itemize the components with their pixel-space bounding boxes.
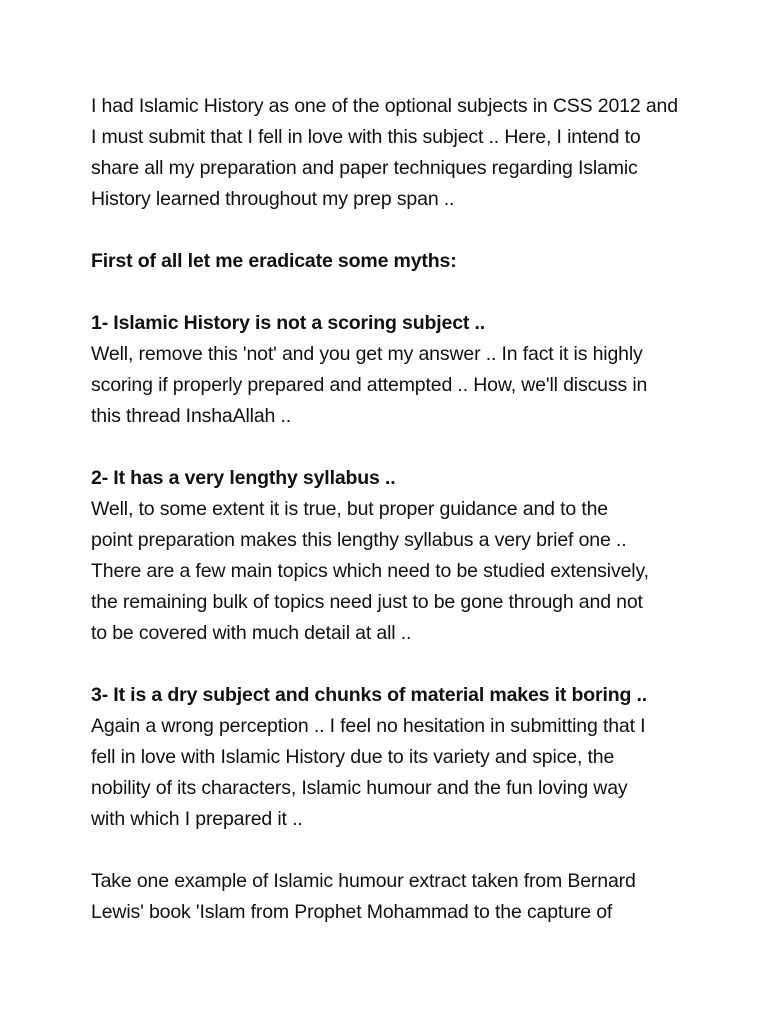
text-line: Lewis' book 'Islam from Prophet Mohammad to the capture of: [91, 901, 613, 923]
text-line: to be covered with much detail at all ..: [91, 622, 412, 644]
text-line: I had Islamic History as one of the optional subjects in CSS 2012 and: [91, 95, 678, 117]
document-body: [91, 91, 691, 928]
myth-1-heading: 1- Islamic History is not a scoring subject ..: [91, 312, 486, 334]
text-line: I must submit that I fell in love with this subject .. Here, I intend to: [91, 126, 641, 148]
myth-3-section: [91, 680, 691, 835]
paragraph-gap: [91, 432, 691, 463]
text-line: Well, remove this 'not' and you get my answer .. In fact it is highly: [91, 343, 643, 365]
text-line: this thread InshaAllah ..: [91, 405, 292, 427]
paragraph-gap: [91, 277, 691, 308]
myth-2-heading: 2- It has a very lengthy syllabus ..: [91, 467, 396, 489]
text-line: with which I prepared it ..: [91, 808, 303, 830]
paragraph-gap: [91, 835, 691, 866]
paragraph-gap: [91, 649, 691, 680]
text-line: share all my preparation and paper techniques regarding Islamic: [91, 157, 638, 179]
text-line: Well, to some extent it is true, but proper guidance and to the: [91, 498, 608, 520]
text-line: Again a wrong perception .. I feel no hesitation in submitting that I: [91, 715, 646, 737]
myth-3-heading: 3- It is a dry subject and chunks of material makes it boring ..: [91, 684, 648, 706]
text-line: nobility of its characters, Islamic humour and the fun loving way: [91, 777, 628, 799]
text-line: Take one example of Islamic humour extract taken from Bernard: [91, 870, 636, 892]
myth-1-section: [91, 308, 691, 432]
text-line: point preparation makes this lengthy syllabus a very brief one ..: [91, 529, 627, 551]
myths-heading: First of all let me eradicate some myths:: [91, 250, 457, 272]
text-line: the remaining bulk of topics need just to be gone through and not: [91, 591, 643, 613]
text-line: fell in love with Islamic History due to its variety and spice, the: [91, 746, 615, 768]
paragraph-gap: [91, 215, 691, 246]
intro-paragraph: [91, 91, 691, 215]
myth-2-section: [91, 463, 691, 649]
closing-paragraph: [91, 866, 691, 928]
text-line: scoring if properly prepared and attempted .. How, we'll discuss in: [91, 374, 648, 396]
text-line: History learned throughout my prep span ..: [91, 188, 455, 210]
text-line: There are a few main topics which need to be studied extensively,: [91, 560, 649, 582]
